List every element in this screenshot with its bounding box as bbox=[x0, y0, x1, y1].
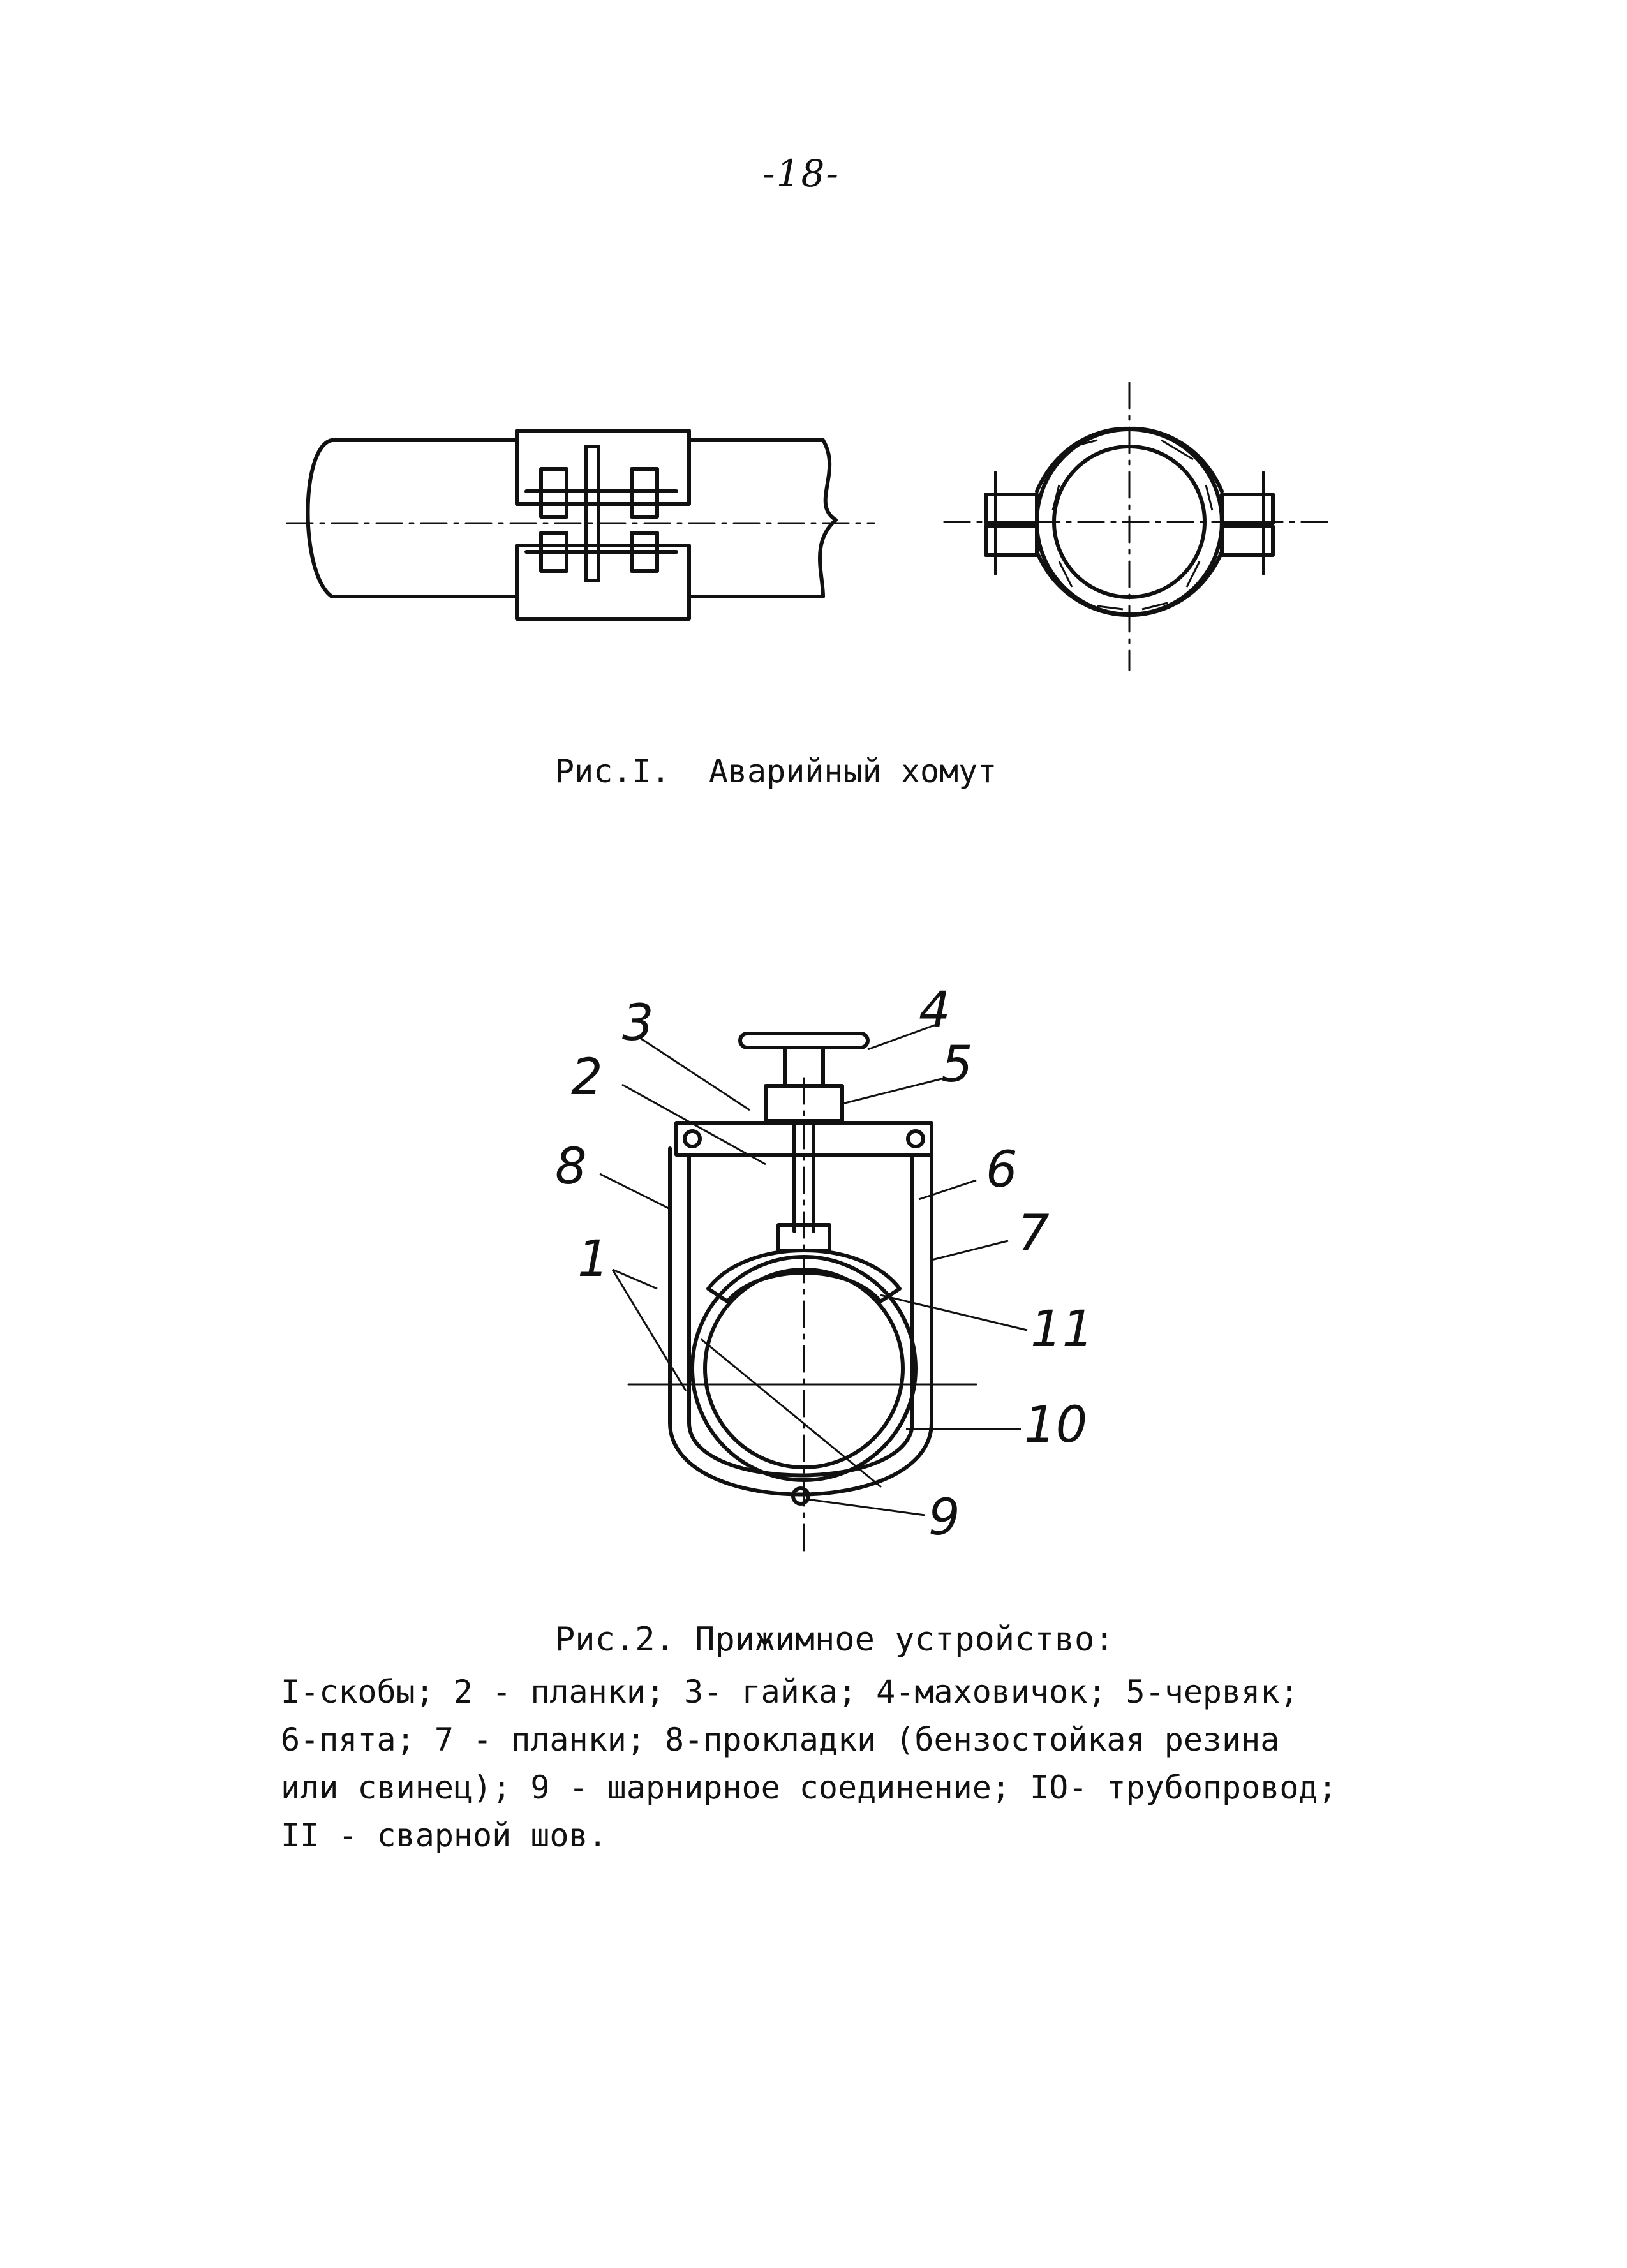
callout-7: 7 bbox=[1018, 1205, 1050, 1263]
figure-1-caption: Рис.I. Аварийный хомут bbox=[555, 753, 997, 790]
legend-line: I-скобы; 2 - планки; 3- гайка; 4-маховичок; 5-червяк; bbox=[281, 1673, 1299, 1710]
figure-2-legend bbox=[281, 1668, 1337, 1860]
callout-11: 11 bbox=[1030, 1301, 1094, 1358]
callout-5: 5 bbox=[941, 1036, 973, 1093]
page-number: -18- bbox=[762, 152, 840, 195]
legend-line: 6-пята; 7 - планки; 8-прокладки (бензостойкая резина bbox=[281, 1721, 1280, 1758]
callout-8: 8 bbox=[555, 1138, 587, 1196]
callout-1: 1 bbox=[577, 1231, 609, 1288]
callout-10: 10 bbox=[1024, 1397, 1088, 1454]
legend-line: или свинец); 9 - шарнирное соединение; IO- трубопровод; bbox=[281, 1769, 1337, 1806]
callout-9: 9 bbox=[928, 1489, 960, 1546]
callout-2: 2 bbox=[571, 1049, 603, 1106]
legend-line: II - сварной шов. bbox=[281, 1817, 607, 1854]
callout-4: 4 bbox=[919, 982, 951, 1039]
callout-3: 3 bbox=[622, 995, 654, 1052]
figure-2-caption: Рис.2. Прижимное устройство: bbox=[555, 1620, 1115, 1659]
callout-6: 6 bbox=[986, 1141, 1018, 1199]
handwheel bbox=[740, 1034, 868, 1048]
